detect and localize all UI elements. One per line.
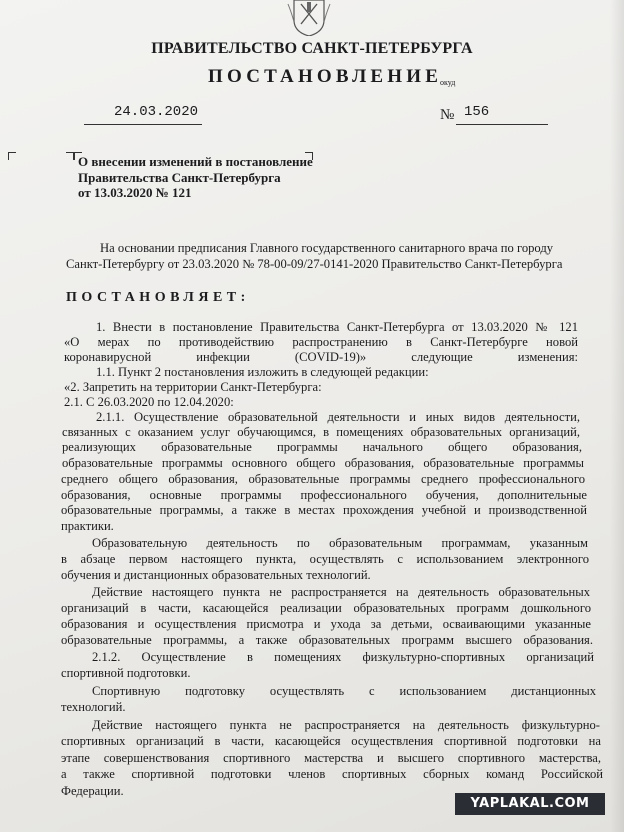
preamble-line: На основании предписания Главного государственного санитарного врача по городу [100, 241, 554, 255]
corner-mark [66, 152, 74, 160]
okud-label: окуд [440, 78, 456, 87]
preamble-line: Санкт-Петербургу от 23.03.2020 № 78-00-09/27-0141-2020 Правительство Санкт-Петербурга [66, 257, 563, 271]
body-line: образования, основные программы профессионального обучения, дополнительные [61, 488, 587, 502]
subject-line: О внесении изменений в постановление [78, 154, 313, 169]
body-line: технологий. [61, 700, 126, 714]
subject-line: Правительства Санкт-Петербурга [78, 169, 281, 185]
page-shadow [610, 0, 624, 832]
document-date: 24.03.2020 [113, 104, 198, 120]
corner-mark [8, 152, 16, 160]
body-line: организаций в части, касающейся реализации образовательных программ дошкольного [61, 601, 591, 615]
body-line: 1. Внести в постановление Правительства Санкт-Петербурга от 13.03.2020 № 121 [96, 320, 578, 334]
body-line: «2. Запретить на территории Санкт-Петербурга: [64, 380, 322, 394]
number-underline [456, 124, 548, 125]
document-type: ПОСТАНОВЛЕНИЕ [208, 66, 443, 87]
body-line: спортивных организаций в части, касающейся осуществления спортивной подготовки на [61, 734, 601, 748]
body-line: 2.1. С 26.03.2020 по 12.04.2020: [64, 395, 234, 409]
body-line: в абзаце первом настоящего пункта, осуществлять с использованием электронного [61, 552, 589, 566]
body-line: спортивной подготовки. [61, 666, 191, 680]
resolves-heading: ПОСТАНОВЛЯЕТ: [66, 290, 250, 305]
body-line: 2.1.2. Осуществление в помещениях физкультурно-спортивных организаций [92, 650, 594, 664]
body-line: 1.1. Пункт 2 постановления изложить в следующей редакции: [96, 365, 429, 379]
site-watermark: YAPLAKAL.COM [455, 793, 605, 815]
coat-of-arms-icon [286, 0, 332, 36]
body-line: образовательные программы, а также образовательных программ высшего образования. [61, 633, 593, 647]
date-underline [84, 124, 202, 125]
body-line: Образовательную деятельность по образовательным программам, указанным [92, 536, 588, 550]
body-line: реализующих образовательные программы начального общего образования, [62, 440, 582, 454]
body-line: этапе совершенствования спортивного мастерства и высшего спортивного мастерства, [61, 751, 601, 765]
body-line: Действие настоящего пункта не распространяется на деятельность образовательных [92, 585, 590, 599]
body-line: Федерации. [61, 784, 124, 798]
document-subject [78, 154, 313, 201]
document-number: 156 [464, 104, 490, 120]
body-line: образовательные программы, а также в местах прохождения учебной и производственной [61, 503, 587, 517]
body-line: а также спортивной подготовки членов спортивных сборных команд Российской [61, 767, 603, 781]
body-line: связанных с оказанием услуг обучающимся, в помещениях образовательных организаций, [62, 425, 580, 439]
body-line: практики. [61, 519, 114, 533]
subject-line: от 13.03.2020 № 121 [78, 185, 192, 200]
body-line: Действие настоящего пункта не распространяется на деятельность физкультурно- [92, 718, 600, 732]
body-line: Спортивную подготовку осуществлять с использованием дистанционных [92, 684, 596, 698]
body-line: «О мерах по противодействию распространению в Санкт-Петербурге новой [64, 335, 578, 349]
body-line: коронавирусной инфекции (COVID-19)» следующие изменения: [64, 350, 578, 364]
body-line: образования и осуществления присмотра и ухода за детьми, осваивающими указанные [61, 617, 591, 631]
number-label: № [440, 107, 455, 123]
body-line: 2.1.1. Осуществление образовательной деятельности и иных видов деятельности, [96, 410, 580, 424]
body-line: обучения и дистанционных образовательных технологий. [61, 568, 371, 582]
body-line: среднего общего образования, образовательные программы среднего профессионального [61, 472, 585, 486]
government-title: ПРАВИТЕЛЬСТВО САНКТ-ПЕТЕРБУРГА [151, 40, 473, 57]
body-line: образовательные программы основного общего образования, образовательные программы [62, 456, 584, 470]
